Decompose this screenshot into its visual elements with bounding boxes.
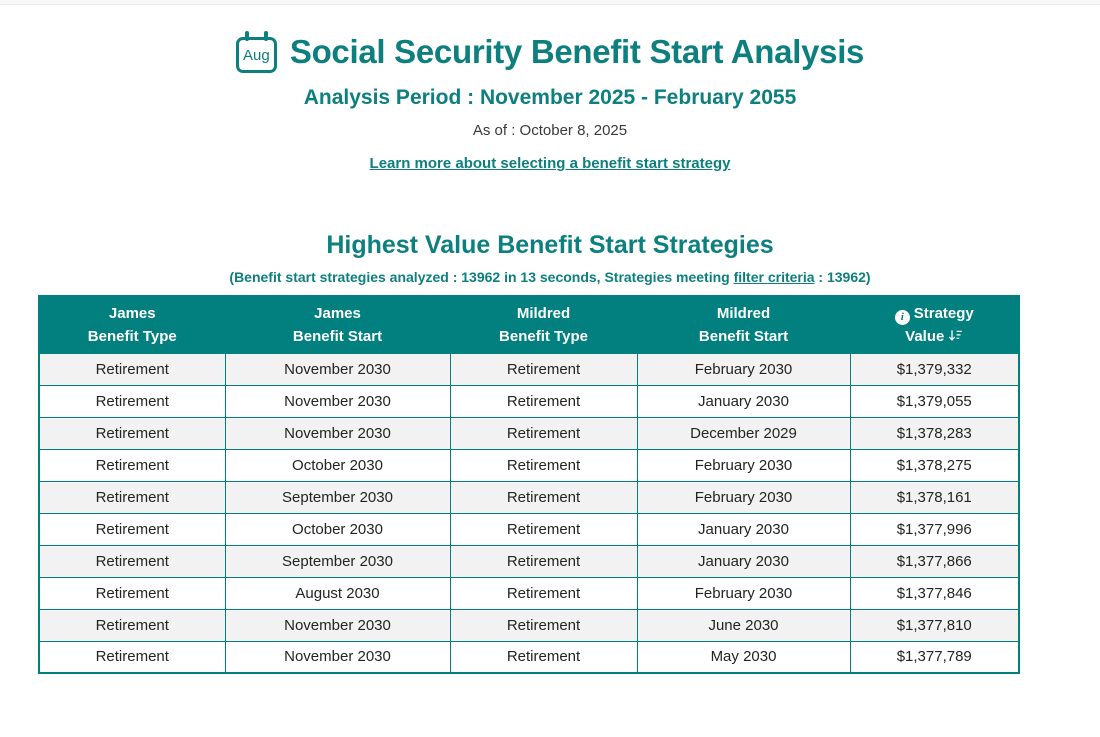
column-header-strategy-value[interactable]: i Strategy Value [850, 296, 1019, 353]
table-cell: Retirement [39, 417, 225, 449]
results-summary [0, 269, 1100, 285]
table-cell: $1,377,810 [850, 609, 1019, 641]
table-cell: November 2030 [225, 641, 450, 673]
table-cell: June 2030 [637, 609, 850, 641]
table-cell: $1,377,789 [850, 641, 1019, 673]
column-header-mildred-benefit-type[interactable]: Mildred Benefit Type [450, 296, 637, 353]
sort-descending-icon [948, 329, 963, 342]
table-cell: November 2030 [225, 417, 450, 449]
column-header-james-benefit-type[interactable]: James Benefit Type [39, 296, 225, 353]
strategies-table [38, 295, 1020, 674]
table-row [39, 385, 1019, 417]
table-cell: Retirement [39, 513, 225, 545]
table-row [39, 481, 1019, 513]
table-cell: $1,377,996 [850, 513, 1019, 545]
table-cell: Retirement [39, 577, 225, 609]
page-title: Social Security Benefit Start Analysis [289, 33, 865, 70]
table-cell: Retirement [450, 417, 637, 449]
table-cell: $1,377,846 [850, 577, 1019, 609]
column-header-mildred-benefit-start[interactable]: Mildred Benefit Start [637, 296, 850, 353]
table-row [39, 577, 1019, 609]
table-cell: Retirement [450, 609, 637, 641]
table-cell: Retirement [39, 545, 225, 577]
results-summary-suffix: : 13962) [814, 269, 871, 285]
as-of-date: As of : October 8, 2025 [472, 122, 628, 139]
table-cell: Retirement [39, 449, 225, 481]
table-cell: Retirement [39, 481, 225, 513]
table-cell: August 2030 [225, 577, 450, 609]
table-cell: Retirement [39, 641, 225, 673]
table-cell: January 2030 [637, 513, 850, 545]
table-cell: November 2030 [225, 385, 450, 417]
strategies-table-header [39, 296, 1019, 353]
table-row [39, 449, 1019, 481]
table-cell: Retirement [450, 641, 637, 673]
table-cell: $1,379,055 [850, 385, 1019, 417]
table-cell: $1,379,332 [850, 353, 1019, 385]
table-cell: February 2030 [637, 481, 850, 513]
table-cell: January 2030 [637, 545, 850, 577]
table-cell: Retirement [450, 385, 637, 417]
table-cell: $1,378,161 [850, 481, 1019, 513]
table-row [39, 353, 1019, 385]
table-cell: $1,378,283 [850, 417, 1019, 449]
table-cell: February 2030 [637, 577, 850, 609]
table-row [39, 641, 1019, 673]
table-cell: February 2030 [637, 449, 850, 481]
report-page [0, 31, 1100, 674]
calendar-icon [236, 37, 277, 73]
filter-criteria-link[interactable]: filter criteria [733, 269, 815, 285]
table-row [39, 545, 1019, 577]
table-cell: November 2030 [225, 609, 450, 641]
table-cell: $1,377,866 [850, 545, 1019, 577]
table-row [39, 513, 1019, 545]
table-cell: Retirement [450, 545, 637, 577]
table-cell: Retirement [450, 577, 637, 609]
table-cell: $1,378,275 [850, 449, 1019, 481]
column-header-james-benefit-start[interactable]: James Benefit Start [225, 296, 450, 353]
table-cell: Retirement [450, 353, 637, 385]
table-cell: Retirement [450, 449, 637, 481]
strategies-table-body [39, 353, 1019, 673]
table-cell: October 2030 [225, 449, 450, 481]
table-cell: February 2030 [637, 353, 850, 385]
table-cell: May 2030 [637, 641, 850, 673]
table-cell: September 2030 [225, 545, 450, 577]
table-cell: October 2030 [225, 513, 450, 545]
table-cell: Retirement [450, 481, 637, 513]
page-header [0, 31, 1100, 73]
table-cell: December 2029 [637, 417, 850, 449]
table-cell: Retirement [39, 385, 225, 417]
table-cell: November 2030 [225, 353, 450, 385]
learn-more-link[interactable]: Learn more about selecting a benefit start strategy [369, 155, 731, 172]
table-cell: Retirement [39, 353, 225, 385]
table-cell: Retirement [450, 513, 637, 545]
info-icon[interactable]: i [895, 310, 910, 325]
results-heading: Highest Value Benefit Start Strategies [326, 231, 774, 259]
results-summary-prefix: (Benefit start strategies analyzed : 13962 in 13 seconds, Strategies meeting [229, 269, 734, 285]
table-cell: Retirement [39, 609, 225, 641]
calendar-icon-label: Aug [243, 46, 270, 64]
table-cell: January 2030 [637, 385, 850, 417]
table-cell: September 2030 [225, 481, 450, 513]
analysis-period-subtitle: Analysis Period : November 2025 - February 2055 [303, 86, 797, 109]
table-row [39, 417, 1019, 449]
window-top-strip [0, 0, 1100, 5]
table-row [39, 609, 1019, 641]
